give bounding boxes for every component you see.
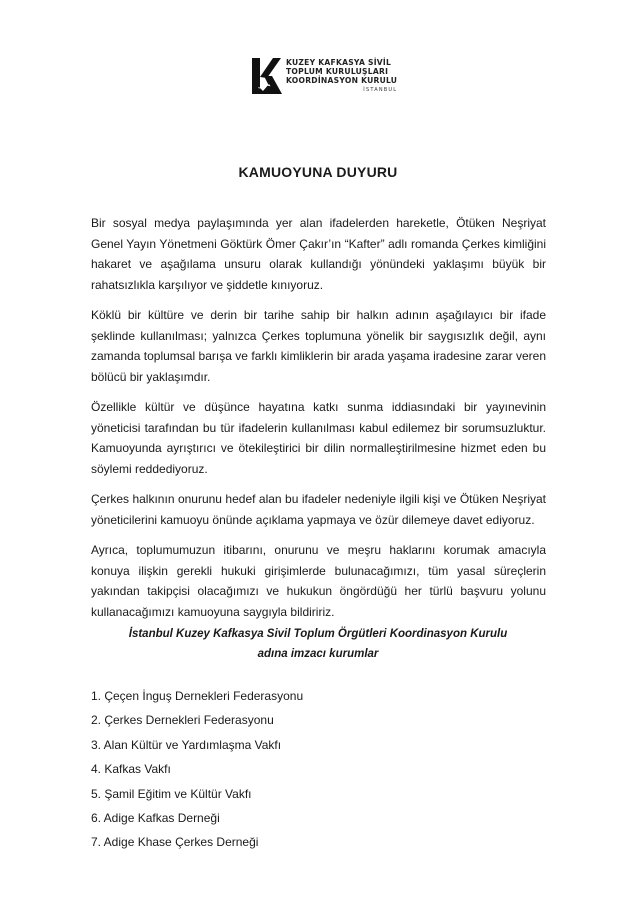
list-item: 5. Şamil Eğitim ve Kültür Vakfı xyxy=(91,786,252,801)
document-title: KAMUOYUNA DUYURU xyxy=(238,164,398,180)
paragraph-3: Özellikle kültür ve düşünce hayatına katkı sunma iddiasındaki bir yayınevinin yöneticisi tarafından bu tür ifadelerin kullanılması kabul edilemez bir sorumsuzluktur. Kamuoyunda ayrıştırıcı ve ötekileştirici bir dilin normalleştirilmesine hizmet eden bu söylemi reddediyoruz. xyxy=(91,400,546,476)
signature-line-2: adına imzacı kurumlar xyxy=(257,648,379,660)
signatory-list xyxy=(91,686,303,857)
list-item: 4. Kafkas Vakfı xyxy=(91,762,171,777)
paragraph-4: Çerkes halkının onurunu hedef alan bu ifadeler nedeniyle ilgili kişi ve Ötüken Neşriyat yöneticilerini kamuoyu önünde açıklama yapmaya ve özür dilemeye davet ediyoruz. xyxy=(91,492,546,527)
logo-city: İSTANBUL xyxy=(363,86,398,93)
paragraph-2: Köklü bir kültüre ve derin bir tarihe sahip bir halkın adının aşağılayıcı bir ifade şeklinde kullanılması; yalnızca Çerkes toplumuna yönelik bir saygısızlık değil, aynı zamanda toplumsal barışa ve farklı kimliklerin bir arada yaşama iradesine zarar veren bölücü bir yaklaşımdır. xyxy=(91,308,546,384)
paragraph-5: Ayrıca, toplumumuzun itibarını, onurunu ve meşru haklarını korumak amacıyla konuya ilişkin gerekli hukuki girişimlerde bulunacağımızı, tüm yasal süreçlerin yakından takipçisi olacağımızı ve hukukun öngördüğü her türlü başvuru yolunu kullanacağımızı kamuoyuna saygıyla bildiririz. xyxy=(91,543,546,619)
paragraph-1: Bir sosyal medya paylaşımında yer alan ifadelerden hareketle, Ötüken Neşriyat Genel Yayın Yönetmeni Göktürk Ömer Çakır’ın “Kafter” adlı romanda Çerkes kimliğini hakaret ve aşağılama unsuru olarak kullandığı yönündeki yaklaşımı büyük bir rahatsızlıkla karşılıyor ve şiddetle kınıyoruz. xyxy=(91,216,546,292)
letter-k-mountain-icon xyxy=(250,56,282,100)
logo-line-2: TOPLUM KURULUŞLARI xyxy=(286,67,389,77)
list-item: 2. Çerkes Dernekleri Federasyonu xyxy=(91,713,274,728)
organization-logo xyxy=(250,56,397,100)
signature-block xyxy=(0,624,636,664)
list-item: 7. Adige Khase Çerkes Derneği xyxy=(91,835,259,850)
logo-wordmark xyxy=(286,58,397,94)
list-item: 1. Çeçen İnguş Dernekleri Federasyonu xyxy=(91,689,304,703)
list-item: 6. Adige Kafkas Derneği xyxy=(91,810,220,825)
list-item: 3. Alan Kültür ve Yardımlaşma Vakfı xyxy=(91,737,282,752)
signature-line-1: İstanbul Kuzey Kafkasya Sivil Toplum Örgütleri Koordinasyon Kurulu xyxy=(128,628,508,640)
announcement-body xyxy=(91,213,546,632)
logo-line-3: KOORDİNASYON KURULU xyxy=(286,76,398,86)
logo-line-1: KUZEY KAFKASYA SİVİL xyxy=(286,58,392,67)
